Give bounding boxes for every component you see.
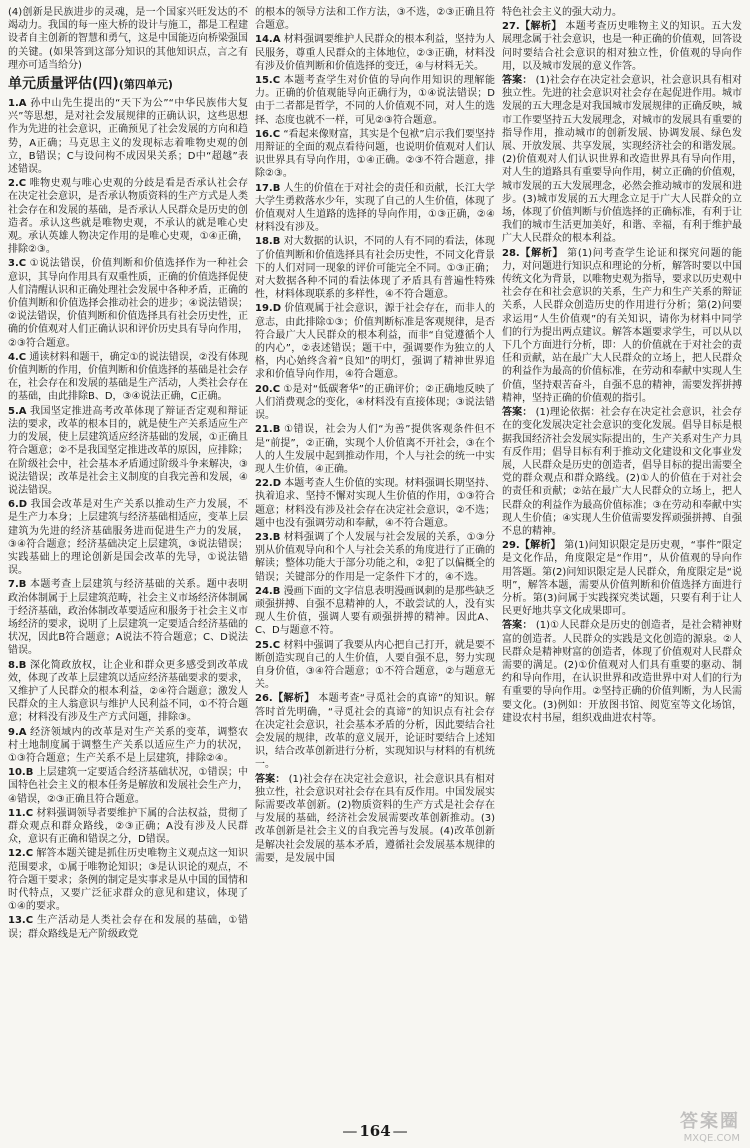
answer-item [8,766,248,806]
three-column-body [8,6,742,1114]
answer-item [255,477,495,530]
question-number: 8. [8,659,19,671]
label-tag: 答案： [502,620,533,632]
question-number: 11. [8,807,26,819]
answer-item [255,33,495,73]
answer-letter: D [272,303,282,315]
answer-item [255,639,495,692]
question-number: 18. [255,236,273,248]
label-tag: 【解析】 [519,540,561,552]
explanation-text: “看起来像财富，其实是个包袱”启示我们要坚持用辩证的全面的观点看待问题，也说明价值观对人们认识世界具有导向作用，①④正确。②③不符合题意，排除②③。 [255,128,495,180]
explanation-text: 孙中山先生提出的“天下为公”“中华民族伟大复兴”等思想，是对社会发展规律的正确认识，这些思想作为先进的社会意识，正确预见了社会发展的方向和趋势，A正确；马克思主义的发现标志着唯物史观的创立，B错误；C与设问构不成因果关系；D中“超越”表述错误。 [8,98,248,176]
label-tag: 【解析】 [272,693,315,705]
column-middle [255,6,495,1114]
answer-letter: B [272,424,281,436]
answer-item [502,539,742,618]
explanation-text: 材料强调了个人发展与社会发展的关系，①③分别从价值观导向和个人与社会关系的角度进行了正确的解读；整体功能大于部分功能之和，②犯了以偏概全的错误；关键部分的作用是一定条件下才的，④不选。 [255,531,495,583]
question-number: 14. [255,34,273,46]
explanation-text: 上层建筑一定要适合经济基础状况，①错误；中国特色社会主义的根本任务是解放和发展社会生产力，④错误，②③正确且符合题意。 [8,767,248,805]
question-number: 6. [8,499,19,511]
explanation-text: (1)社会存在决定社会意识，社会意识具有相对独立性，社会意识对社会存在具有反作用。中国发展实际需要改革创新。(2)物质资料的生产方式是社会存在与发展的基础，经济社会发展需要改革创新推动。(3)改革创新是社会主义的自我完善与发展。(4)改革创新是解决社会发展的基本矛盾，遵循社会发展基本规律的需要，是发展中国 [255,773,495,864]
answer-continuation [255,773,495,865]
answer-continuation [502,406,742,538]
question-number: 5. [8,405,19,417]
question-number: 23. [255,531,273,543]
question-number: 9. [8,726,19,738]
page-footer [0,1121,750,1140]
question-number: 12. [8,848,26,860]
answer-item [255,74,495,127]
answer-continuation [502,619,742,725]
column-right [502,6,742,1114]
answer-item [255,383,495,423]
watermark-url: MXQE.COM [683,1133,740,1144]
question-number: 17. [255,182,273,194]
question-number: 20. [255,383,273,395]
explanation-text: 第(1)问考查学生论证和探究问题的能力，对问题进行知识点和理论的分析，解答时要以中国传统文化为背景，以唯物史观为指导，要求以历史观中社会存在和社会意识的关系，生产力和生产关系的辩证关系，人民群众创造历史的作用进行分析；第(2)问要求运用“人生价值观”的有关知识，请你为材料中同学们的行为提出两点建议。解答本题要求学生，可以从以下几个方面进行分析，即：人的价值就在于对社会的责任和贡献，站在最广大人民群众的立场上，把人民群众的利益作为最高的价值标准，在劳动和奉献中实现人生价值，坚持艰苦奋斗，自强不息的精神，需要发挥拼搏精神，坚持正确的价值观的指引。 [502,247,742,404]
explanation-text: ①是对“低碳奢华”的正确评价；②正确地反映了人们消费观念的变化，④材料没有直接体现；③说法错误。 [255,383,495,422]
explanation-text: 人生的价值在于对社会的责任和贡献，长江大学大学生勇救落水少年，实现了自己的人生价值，体现了价值观对人生道路的选择的导向作用，①③正确，②④材料没有涉及。 [255,182,495,234]
answer-item [8,659,248,725]
explanation-text: 本题考查人生价值的实现。材料强调长期坚持、执着追求、坚持不懈对实现人生价值的作用，①③符合题意；材料没有涉及社会存在决定社会意识，②不选；题中也没有强调劳动和奉献，④不符合题意。 [255,478,495,529]
question-number: 15. [255,75,273,87]
label-tag: 答案： [255,773,286,785]
answer-item [255,182,495,235]
explanation-text: 材料强调领导者要维护下属的合法权益，贯彻了群众观点和群众路线，②③正确；A没有涉及人民群众，意识有正确和错误之分，D错误。 [8,807,248,846]
answer-letter: B [272,236,281,248]
page-number: — 164 — [340,1122,409,1140]
answer-letter: C [25,915,34,927]
label-tag: 答案： [502,75,533,87]
explanation-text: 深化简政放权，让企业和群众更多感受到改革成效，体现了改革上层建筑以适应经济基础要求的要求，又维护了人民群众的根本利益，②④符合题意；激发人民群众的主人翁意识与维护人民利益不同，①不符合题意；材料没有涉及生产方式问题，排除③。 [8,659,248,724]
question-number: 2. [8,178,19,190]
explanation-text: ①错误，社会为人们“为善”提供客观条件但不是“前提”，②正确，实现个人价值离不开社会，③在个人的人生发展中起到推动作用，个人与社会的统一中实现人生价值，④正确。 [255,424,495,475]
explanation-text: 本题考查历史唯物主义的知识。五大发展理念属于社会意识，也是一种正确的价值观，回答设问时要结合社会意识的相对独立性，价值观的导向作用，以及城市发展的意义作答。 [502,21,742,72]
explanation-text: 经济领域内的改革是对生产关系的变革，调整农村土地制度属于调整生产关系以适应生产力的状况，①③符合题意；生产关系不是上层建筑，排除②④。 [8,726,248,764]
explanation-text: 材料中强调了我要从内心把自己打开，就是要不断创造实现自己的人生价值，人要自强不息，努力实现自身价值，③④符合题意；①不符合题意，②与题意无关。 [255,639,495,691]
answer-continuation [8,6,248,72]
answer-item [502,247,742,405]
section-title [8,75,248,94]
answer-item [8,807,248,847]
explanation-text: ①说法错误，价值判断和价值选择作为一种社会意识，其导向作用具有双重性质，正确的价值选择促使人们清醒认识和正确处理社会发展中各种矛盾，正确的价值判断和价值选择会推动社会的进步；④说法错误；②说法错误，价值判断和价值选择具有社会历史性，正确的价值观对人们正确认识和评价历史具有导向作用，②③符合题意。 [8,258,248,349]
explanation-text: 唯物史观与唯心史观的分歧是看是否承认社会存在决定社会意识，是否承认物质资料的生产方式是人类社会存在和发展的基础，是否承认人民群众是历史的创造者。承认这些就是唯物史观，不承认的就是唯心史观。承认英雄人物决定作用的是唯心史观，①④正确，排除②③。 [8,178,248,256]
answer-continuation [255,6,495,32]
answer-letter: A [272,34,281,46]
answer-letter: C [272,383,281,395]
explanation-text: 漫画下面的文字信息表明漫画讽刺的是那些缺乏顽强拼搏、自强不息精神的人，不敢尝试的人，没有实现人生价值，强调人要有顽强拼搏的精神。因此A、C、D与题意不符。 [255,585,495,637]
explanation-text: 对大数据的认识，不同的人有不同的看法，体现了价值判断和价值选择具有社会历史性，不同文化背景下的人们对同一现象的评价可能完全不同。①③正确；对大数据各种不同的看法体现了矛盾具有普遍性特殊性，材料体现联系的多样性，④不符合题意。 [255,236,495,301]
answer-item [8,257,248,349]
explanation-text: 的根本的领导方法和工作方法，③不选，②③正确且符合题意。 [255,7,495,32]
question-number: 7. [8,579,19,591]
answer-letter: B [18,659,27,671]
explanation-text: 第(1)问知识限定是历史观，“事件”限定是文化作品，角度限定是“作用”，从价值观的导向作用答题。第(2)问知识限定是人民群众，角度限定是“说明”，解答本题，需要从价值判断和价值选择方面进行分析。第(3)问属于实践探究类试题，只要有利于让人民更好地共享文化成果即可。 [502,540,742,618]
question-number: 29. [502,540,520,552]
answer-item [8,914,248,940]
explanation-text: (4)创新是民族进步的灵魂，是一个国家兴旺发达的不竭动力。我国的每一座大桥的设计与施工，都是工程建设者自主创新的智慧和勇气，这是中国能迈向桥梁强国的关键。(如果答到这部分知识的其他知识点，言之有理亦可适当给分) [8,7,248,71]
explanation-text: 我国会改革是对生产关系以推动生产力发展，不是生产力本身；上层建筑与经济基础相适应，变革上层建筑为先进的经济基础服务进而促进生产力的发展，③④符合题意；经济基础决定上层建筑，③说法错误；实践基础上的理论创新是国会改革的先导，①说法错误。 [8,499,248,577]
answer-continuation [502,6,742,19]
label-tag: 【解析】 [519,21,562,33]
question-number: 13. [8,915,26,927]
answer-continuation [502,74,742,246]
answer-item [8,177,248,256]
explanation-text: 材料强调要维护人民群众的根本利益，坚持为人民服务，尊重人民群众的主体地位，②③正确，材料没有涉及价值判断和价值选择的变迁，④与材料无关。 [255,34,495,72]
answer-letter: C [272,639,281,651]
answer-item [255,585,495,638]
answer-item [255,302,495,381]
answer-item [255,423,495,476]
answer-item [8,97,248,176]
answer-item [255,128,495,181]
answer-item [255,531,495,584]
question-number: 25. [255,639,273,651]
question-number: 19. [255,303,273,315]
question-number: 1. [8,98,19,110]
question-number: 27. [502,21,520,33]
explanation-text: (1)社会存在决定社会意识，社会意识具有相对独立性。先进的社会意识对社会存在起促进作用。城市发展的五大理念是对我国城市发展规律的正确反映，城市工作要坚持五大发展理念，对城市的发展具有重要的指导作用，推动城市的创新发展、协调发展、绿色发展、开放发展、共享发展，实现经济社会的和谐发展。(2)价值观对人们认识世界和改造世界具有导向作用，对人生的道路具有重要导向作用，树立正确的价值观，城市发展的五大发展理念，必然会推动城市的发展和进步。(3)城市发展的五大理念立足于广大人民群众的立场，体现了价值判断与价值选择的正确标准，有利于让我们的城市生活更加美好，和谐、幸福，有利于维护最广大人民群众的根本利益。 [502,75,742,245]
question-number: 24. [255,585,273,597]
answer-letter: C [272,128,281,140]
answer-letter: C [18,258,27,270]
answer-letter: C [18,178,27,190]
answer-item [255,692,495,771]
answer-item [8,351,248,404]
question-number: 22. [255,478,273,490]
answer-letter: C [25,807,34,819]
answer-item [8,405,248,497]
question-number: 16. [255,128,273,140]
answer-letter: A [18,98,27,110]
explanation-text: 我国坚定推进高考改革体现了辩证否定观和辩证法的要求，改革的根本目的，就是使生产关系适应生产力的发展，使上层建筑适应经济基础的发展，①正确且符合题意；②不是我国坚定推进改革的原因，应排除；在阶级社会中，社会基本矛盾通过阶级斗争来解决，③说法错误；改革是社会主义制度的自我完善和发展，④说法错误。 [8,405,248,496]
answer-item [8,847,248,913]
answer-item [502,20,742,73]
question-number: 21. [255,424,273,436]
explanation-text: 本题考查“寻觅社会的真谛”的知识。解答时首先明确，“寻觅社会的真谛”的知识点有社会存在决定社会意识，社会基本矛盾的分析，因此要结合社会发展的规律，改革的意义展开，论证时要结合上述知识，结合改革创新进行分析，实现知识与材料的有机统一。 [255,693,495,771]
answer-letter: A [18,405,27,417]
question-number: 26. [255,693,273,705]
answer-letter: B [272,182,281,194]
question-number: 3. [8,258,19,270]
watermark-logo [680,1107,740,1144]
question-number: 4. [8,351,19,363]
question-number: 10. [8,767,26,779]
answer-item [8,498,248,577]
answer-letter: D [18,499,28,511]
answer-item [8,726,248,766]
explanation-text: 本题考查上层建筑与经济基础的关系。题中表明政治体制属于上层建筑范畴，社会主义市场经济体制属于经济基础，政治体制改革要适应和服务于社会主义市场经济的要求，说明了上层建筑一定要适合经济基础的状况，因此B符合题意；A说法不符合题意；C、D说法错误。 [8,579,248,657]
answer-letter: B [272,531,281,543]
answer-letter: B [272,585,281,597]
label-tag: 答案： [502,407,533,419]
answer-item [255,235,495,301]
answer-letter: A [18,726,27,738]
column-left [8,6,248,1114]
explanation-text: 通读材料和题干，确定①的说法错误，②没有体现价值判断的作用，价值判断和价值选择的基础是社会存在，社会存在和发展的基础是生产活动，人类社会存在的基础，由此排除B、D，③④说法正确，C正确。 [8,351,248,403]
explanation-text: 价值观属于社会意识，源于社会存在，而非人的意志，由此排除①③；价值判断标准是客观规律，是否符合最广大人民群众的根本利益，而非“自觉遵循个人的内心”，②表述错误；题干中，强调要作为独立的人格，内心始终含着“良知”的明灯，强调了精神世界追求和价值导向作用，④符合题意。 [255,303,495,381]
explanation-text: 生产活动是人类社会存在和发展的基础，①错误；群众路线是无产阶级政党 [8,915,248,940]
watermark-text: 答案圈 [680,1111,740,1132]
answer-letter: D [272,478,282,490]
explanation-text: (1)理论依据：社会存在决定社会意识，社会存在的变化发展决定社会意识的变化发展。倡导目标是根据我国经济社会发展实际提出的，生产关系对生产力具有反作用；倡导目标有利于推动文化建设和文化事业发展，人民群众是历史的创造者，倡导目标的提出需要全党的群众观点和群众路线。(2)①人的价值在于对社会的责任和贡献；②站在最广大人民群众的立场上，把人民群众的利益作为最高价值标准；③在劳动和奉献中实现人生价值；④实现人生价值需要发挥顽强拼搏、自强不息的精神。 [502,407,742,537]
explanation-text: 本题考查学生对价值的导向作用知识的理解能力。正确的价值观能导向正确行为，①④说法错误；D由于二者都是哲学，不同的人价值观不同，对人生的选择、态度也就不一样，可见②③符合题意。 [255,75,495,126]
section-title-main: 单元质量评估(四) [8,76,119,93]
explanation-text: (1)①人民群众是历史的创造者，是社会精神财富的创造者。人民群众的实践是文化创造的源泉。②人民群众是精神财富的创造者，体现了价值观对人民群众需要的满足。(2)①价值观对人们具有重要的驱动、制约和导向作用，在认识世界和改造世界中对人们的行为有重要的导向作用。②坚持正确的价值判断，为人民需要文化。(3)例如：开放图书馆、阅览室等文化场馆，建设农村书屋，组织戏曲进农村等。 [502,620,742,724]
answer-letter: C [25,848,34,860]
answer-letter: B [25,767,34,779]
question-number: 28. [502,247,520,259]
label-tag: 【解析】 [519,247,564,259]
answer-letter: C [18,351,27,363]
explanation-text: 解答本题关键是抓住历史唯物主义观点这一知识范围要求，①属于唯物论知识；③是认识论的观点，不符合题干要求；条例的制定是实事求是从中国的国情和时代特点，又要广泛征求群众的意见和建议，体现了①④的要求。 [8,848,248,913]
section-title-sub: (第四单元) [118,78,173,92]
explanation-text: 特色社会主义的强大动力。 [502,7,622,18]
answer-item [8,578,248,657]
answer-letter: B [18,579,27,591]
answer-letter: C [272,75,281,87]
